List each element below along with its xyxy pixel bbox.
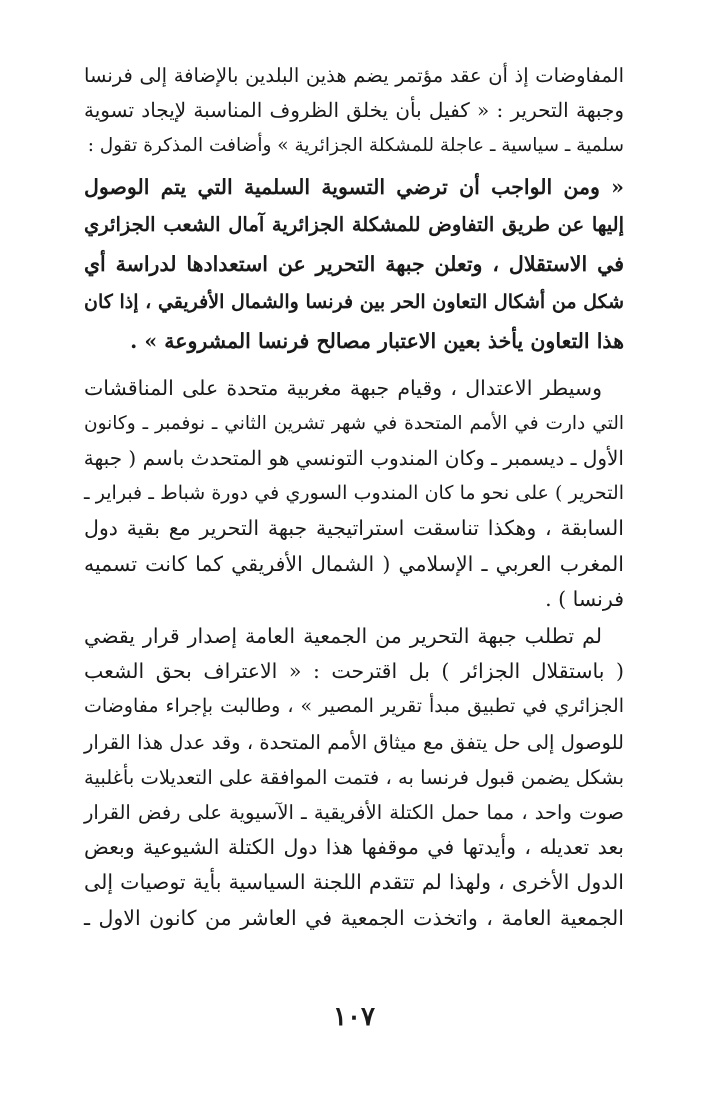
paragraph-3 — [84, 371, 624, 617]
page-number: ١٠٧ — [333, 1002, 375, 1032]
body-text — [84, 58, 624, 936]
text-line: لم تطلب جبهة التحرير من الجمعية العامة إصدار قرار يقضي — [84, 624, 602, 648]
text-line: الجزائري في تطبيق مبدأ تقرير المصير » ، وطالبت بإجراء مفاوضات — [84, 695, 624, 718]
paragraph-1 — [84, 58, 624, 164]
text-line: الجمعية العامة ، واتخذت الجمعية في العاشر من كانون الاول ـ — [84, 905, 624, 930]
text-line: الأول ـ ديسمبر ـ وكان المندوب التونسي هو المتحدث باسم ( جبهة — [83, 445, 624, 470]
text-line: التحرير ) على نحو ما كان المندوب السوري في دورة شباط ـ فبراير ـ — [84, 482, 624, 505]
text-line: المغرب العربي ـ الإسلامي ( الشمال الأفريقي كما كانت تسميه — [84, 551, 624, 576]
quote-line: في الاستقلال ، وتعلن جبهة التحرير عن استعدادها لدراسة أي — [84, 251, 624, 276]
text-line: صوت واحد ، مما حمل الكتلة الأفريقية ـ الآسيوية على رفض القرار — [84, 801, 624, 825]
text-line: وجبهة التحرير : « كفيل بأن يخلق الظروف المناسبة لإيجاد تسوية — [84, 98, 624, 123]
text-line: السابقة ، وهكذا تناسقت استراتيجية جبهة التحرير مع بقية دول — [84, 516, 624, 541]
quoted-statement — [84, 168, 624, 361]
quote-line: شكل من أشكال التعاون الحر بين فرنسا والشمال الأفريقي ، إذا كان — [84, 291, 624, 314]
text-line: سلمية ـ سياسية ـ عاجلة للمشكلة الجزائرية » وأضافت المذكرة تقول : — [87, 135, 624, 157]
quote-line: إليها عن طريق التفاوض للمشكلة الجزائرية آمال الشعب الجزائري — [84, 213, 624, 237]
text-line: بعد تعديله ، وأيدتها في موقفها هذا دول الكتلة الشيوعية وبعض — [84, 835, 624, 860]
text-line: فرنسا ) . — [545, 586, 624, 611]
text-line: بشكل يضمن قبول فرنسا به ، فتمت الموافقة على التعديلات بأغلبية — [84, 765, 624, 789]
text-line: للوصول إلى حل يتفق مع ميثاق الأمم المتحدة ، وقد عدل هذا القرار — [84, 730, 624, 754]
text-line: التي دارت في الأمم المتحدة في شهر تشرين الثاني ـ نوفمبر ـ وكانون — [84, 412, 624, 434]
text-line: وسيطر الاعتدال ، وقيام جبهة مغربية متحدة على المناقشات — [84, 375, 602, 400]
text-line: ( باستقلال الجزائر ) بل اقترحت : « الاعتراف بحق الشعب — [84, 659, 624, 684]
quote-line: هذا التعاون يأخذ بعين الاعتبار مصالح فرنسا المشروعة » . — [130, 328, 624, 353]
text-line: المفاوضات إذ أن عقد مؤتمر يضم هذين البلدين بالإضافة إلى فرنسا — [84, 64, 624, 87]
paragraph-4 — [84, 619, 624, 936]
quote-line: « ومن الواجب أن ترضي التسوية السلمية التي يتم الوصول — [84, 174, 624, 199]
text-line: الدول الأخرى ، ولهذا لم تتقدم اللجنة السياسية بأية توصيات إلى — [84, 870, 624, 895]
